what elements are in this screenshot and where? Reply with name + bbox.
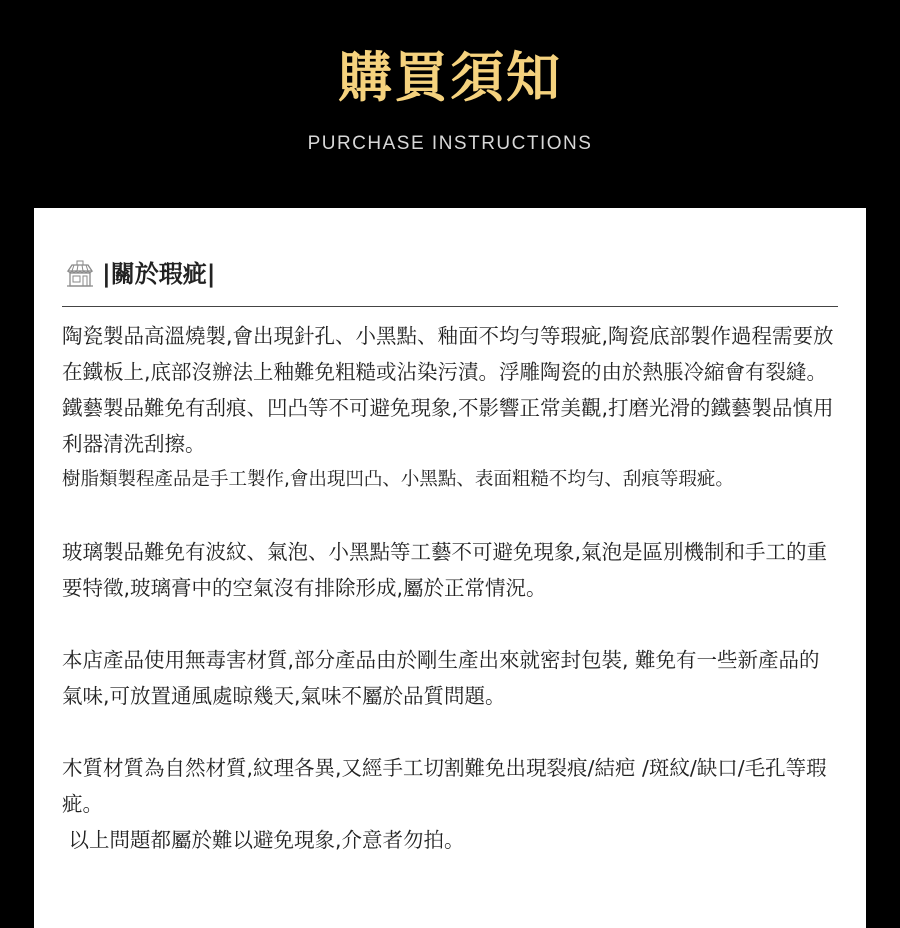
- paragraph-ironware: 鐵藝製品難免有刮痕、凹凸等不可避免現象,不影響正常美觀,打磨光滑的鐵藝製品慎用利器清洗刮擦。: [62, 396, 834, 456]
- page-subtitle: PURCHASE INSTRUCTIONS: [307, 133, 593, 154]
- header: [0, 0, 900, 208]
- paragraph-notice: 以上問題都屬於難以避免現象,介意者勿拍。: [62, 828, 465, 852]
- paragraph-glass: 玻璃製品難免有波紋、氣泡、小黑點等工藝不可避免現象,氣泡是區別機制和手工的重要特徵,玻璃膏中的空氣沒有排除形成,屬於正常情況。: [62, 540, 828, 600]
- page-title: 購買須知: [338, 46, 562, 109]
- instructions-card: [34, 208, 866, 928]
- paragraph-materials: 本店產品使用無毒害材質,部分產品由於剛生產出來就密封包裝, 難免有一些新產品的氣味,可放置通風處晾幾天,氣味不屬於品質問題。: [62, 648, 820, 708]
- paragraph-ceramics: 陶瓷製品高溫燒製,會出現針孔、小黑點、釉面不均勻等瑕疵,陶瓷底部製作過程需要放在鐵板上,底部沒辦法上釉難免粗糙或沾染污漬。浮雕陶瓷的由於熱脹冷縮會有裂縫。: [62, 324, 834, 384]
- store-icon: [64, 258, 96, 290]
- section-divider: [62, 306, 838, 307]
- section-header: [64, 254, 216, 294]
- paragraph-wood: 木質材質為自然材質,紋理各異,又經手工切割難免出現裂痕/結疤 /斑紋/缺口/毛孔等瑕疵。: [62, 756, 827, 816]
- instructions-content: [62, 318, 838, 858]
- section-title: |關於瑕疵|: [102, 260, 216, 288]
- paragraph-resin: 樹脂類製程產品是手工製作,會出現凹凸、小黑點、表面粗糙不均勻、刮痕等瑕疵。: [62, 469, 734, 490]
